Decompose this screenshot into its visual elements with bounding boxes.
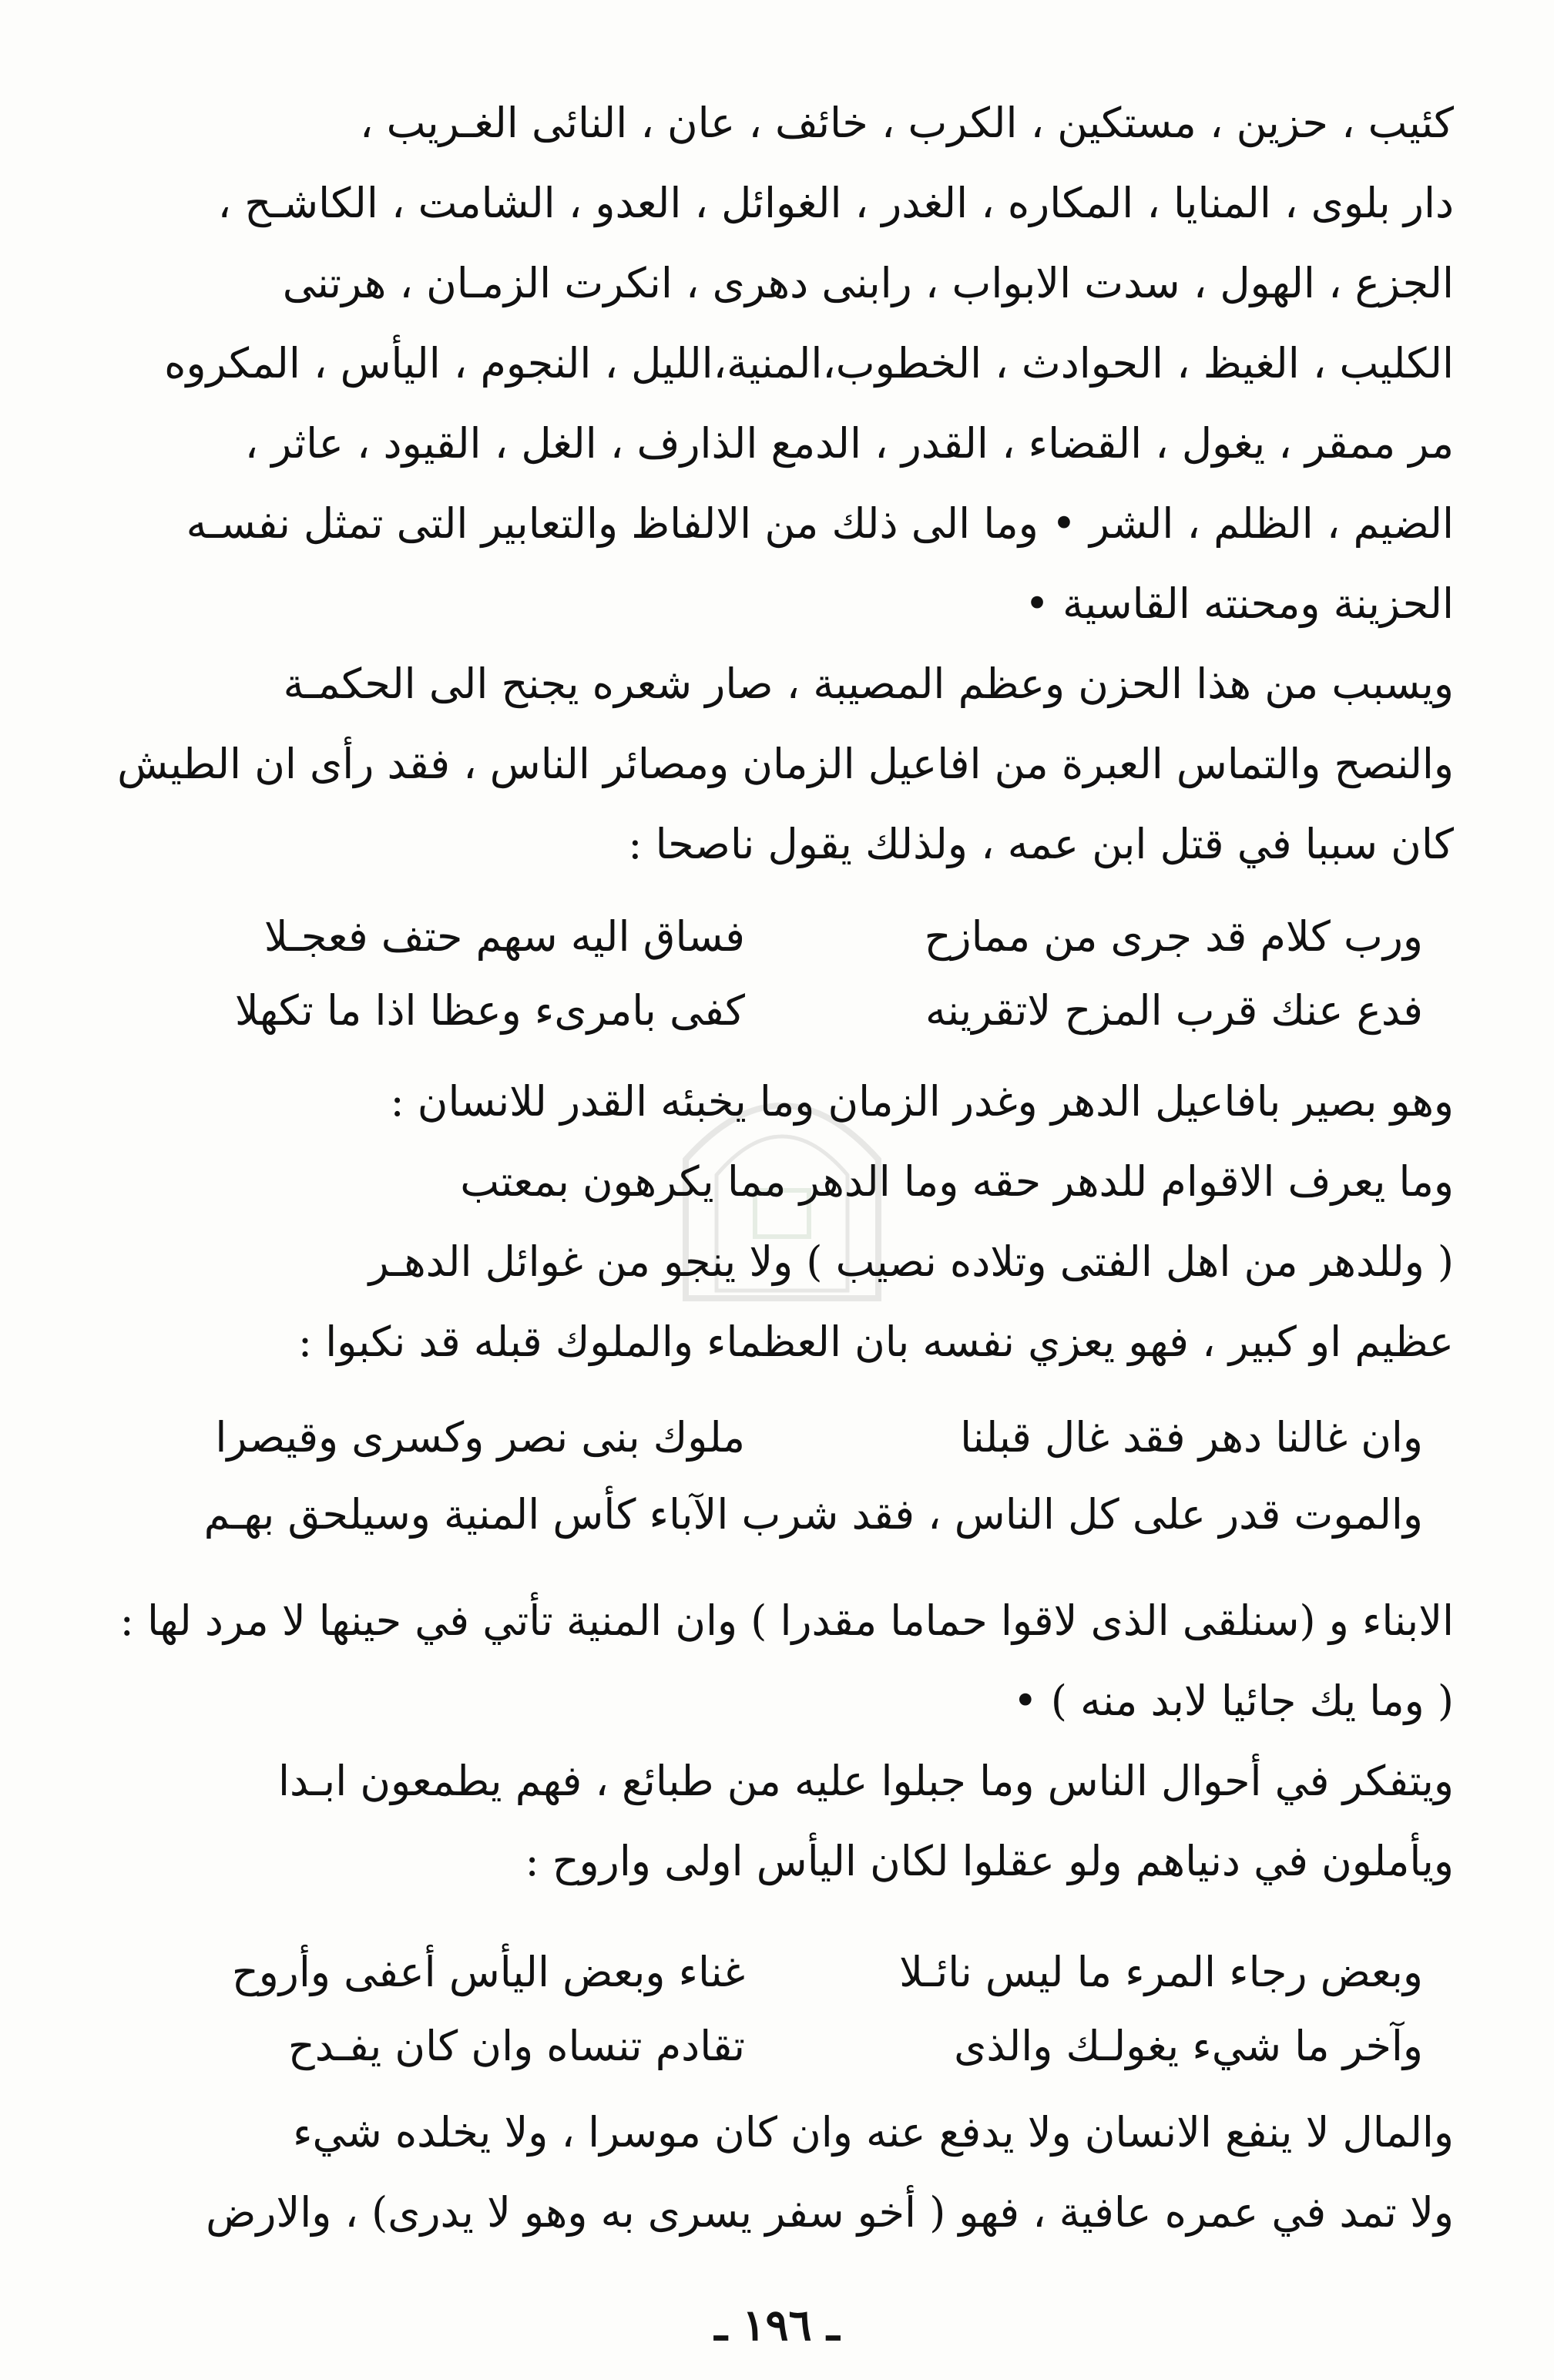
poem-verses [98,1401,1454,1475]
poem-verses [98,1935,1454,2083]
paragraph-death-line [98,1475,1423,1555]
verse-first-hemistich: فدع عنك قرب المزح لاتقرينه [925,986,1423,1035]
text-line: ويسبب من هذا الحزن وعظم المصيبة ، صار شعره يجنح الى الحكمـة [283,660,1454,708]
paragraph-hope [98,1581,1454,1902]
text-line: وهو بصير بافاعيل الدهر وغدر الزمان وما يخبئه القدر للانسان : [390,1077,1454,1126]
verse-second-hemistich: ملوك بنى نصر وكسرى وقيصرا [215,1413,745,1462]
paragraph-wealth [98,2093,1454,2253]
verse-second-hemistich: فساق اليه سهم حتف فعجـلا [263,912,745,961]
text-line: دار بلوى ، المنايا ، المكاره ، الغدر ، الغوائل ، العدو ، الشامت ، الكاشـح ، [217,179,1454,227]
verse-first-hemistich: وآخر ما شيء يغولـك والذى [954,2022,1423,2070]
text-line: ولا تمد في عمره عافية ، فهو ( أخو سفر يسرى به وهو لا يدرى) ، والارض [206,2188,1454,2237]
paragraph-wisdom [98,644,1454,885]
text-line: كان سببا في قتل ابن عمه ، ولذلك يقول ناصحا : [628,820,1454,868]
text-line: الجزع ، الهول ، سدت الابواب ، رابنى دهرى ، انكرت الزمـان ، هرتنى [282,259,1454,307]
verse-second-hemistich: كفى بامرىء وعظا اذا ما تكهلا [234,986,745,1035]
verse-first-hemistich: ورب كلام قد جرى من ممازح [924,912,1423,961]
text-line: ( وما يك جائيا لابد منه ) • [1012,1677,1454,1725]
verse-second-hemistich: غناء وبعض اليأس أعفى وأروح [231,1948,745,1996]
paragraph-fate [98,1062,1454,1382]
paragraph-word-list [98,83,1454,644]
verse-line [98,1401,1454,1475]
verse-first-hemistich: وبعض رجاء المرء ما ليس نائـلا [899,1948,1423,1996]
text-line: والمال لا ينفع الانسان ولا يدفع عنه وان كان موسرا ، ولا يخلده شيء [293,2108,1454,2157]
verse-line [98,2009,1454,2083]
page-number: ـ ١٩٦ ـ [714,2300,840,2351]
text-line: والموت قدر على كل الناس ، فقد شرب الآباء كأس المنية وسيلحق بهـم [203,1490,1423,1539]
text-line: عظيم او كبير ، فهو يعزي نفسه بان العظماء والملوك قبله قد نكبوا : [297,1318,1454,1366]
text-line: مر ممقر ، يغول ، القضاء ، القدر ، الدمع الذارف ، الغل ، القيود ، عاثر ، [244,419,1454,468]
poem-verses [98,900,1454,1048]
text-line: الضيم ، الظلم ، الشر • وما الى ذلك من الالفاظ والتعابير التى تمثل نفسـه [186,499,1454,548]
verse-first-hemistich: وان غالنا دهر فقد غال قبلنا [960,1413,1423,1462]
verse-line [98,900,1454,974]
text-line: الكليب ، الغيظ ، الحوادث ، الخطوب،المنية،الليل ، النجوم ، اليأس ، المكروه [164,339,1454,388]
text-line: الحزينة ومحنته القاسية • [1025,579,1454,628]
text-line: كئيب ، حزين ، مستكين ، الكرب ، خائف ، عان ، النائى الغـريب ، [360,99,1454,147]
text-line: والنصح والتماس العبرة من افاعيل الزمان ومصائر الناس ، فقد رأى ان الطيش [117,740,1454,788]
text-line: ( وللدهر من اهل الفتى وتلاده نصيب ) ولا ينجو من غوائل الدهـر [368,1237,1454,1286]
verse-line [98,1935,1454,2009]
text-line: الابناء و (سنلقى الذى لاقوا حماما مقدرا ) وان المنية تأتي في حينها لا مرد لها : [119,1596,1454,1645]
text-line: وما يعرف الاقوام للدهر حقه وما الدهر مما يكرهون بمعتب [460,1157,1454,1206]
verse-second-hemistich: تقادم تنساه وان كان يفـدح [287,2022,745,2070]
verse-line [98,974,1454,1048]
text-line: ويأملون في دنياهم ولو عقلوا لكان اليأس اولى واروح : [525,1837,1454,1885]
text-line: ويتفكر في أحوال الناس وما جبلوا عليه من طبائع ، فهم يطمعون ابـدا [278,1757,1454,1805]
